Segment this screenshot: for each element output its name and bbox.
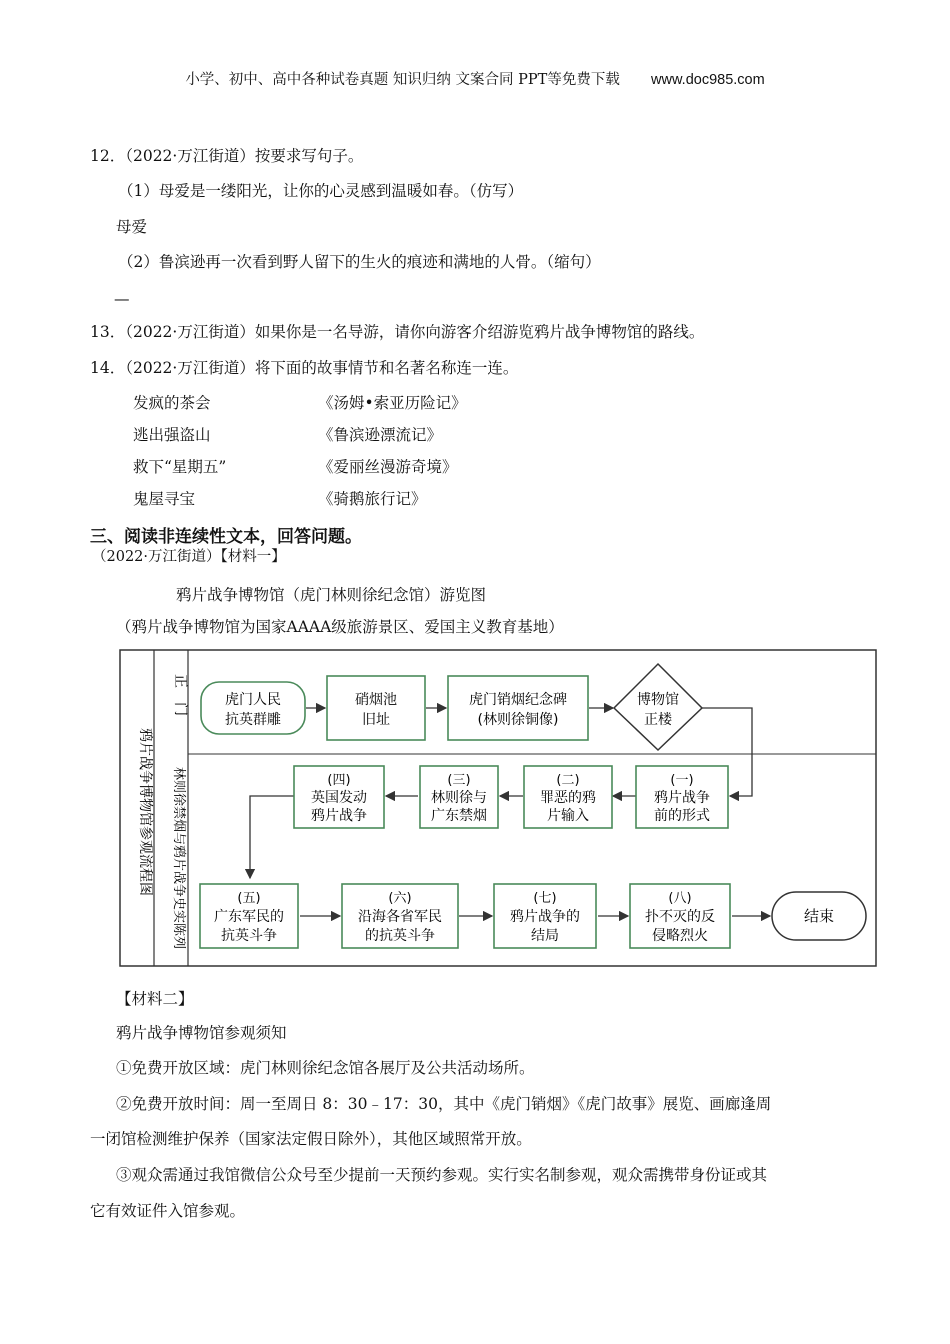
svg-text:鸦片战争的: 鸦片战争的 [510, 909, 580, 925]
material2-item3-line2: 它有效证件入馆参观。 [90, 1202, 246, 1220]
q14-book-4: 《骑鹅旅行记》 [318, 490, 427, 508]
node-exhibit-5 [200, 884, 298, 948]
svg-text:广东禁烟: 广东禁烟 [431, 808, 487, 824]
svg-text:广东军民的: 广东军民的 [214, 909, 284, 925]
header-site: www.doc985.com [651, 72, 765, 88]
svg-text:英国发动: 英国发动 [311, 790, 367, 806]
svg-text:沿海各省军民: 沿海各省军民 [358, 909, 442, 925]
node-exhibit-3 [420, 766, 498, 828]
q14-plot-1: 发疯的茶会 [133, 394, 211, 412]
q14-plot-4: 鬼屋寻宝 [133, 490, 196, 508]
svg-text:(五): (五) [237, 891, 261, 906]
material2-label: 【材料二】 [116, 990, 194, 1008]
svg-text:结束: 结束 [803, 907, 835, 925]
svg-text:前的形式: 前的形式 [654, 808, 710, 824]
svg-text:侵略烈火: 侵略烈火 [652, 928, 708, 944]
svg-text:正楼: 正楼 [644, 712, 672, 728]
svg-text:(七): (七) [533, 891, 557, 906]
q14-book-2: 《鲁滨逊漂流记》 [318, 426, 443, 444]
flowchart-row1-label: 正门 [172, 674, 188, 730]
svg-text:虎门销烟纪念碑: 虎门销烟纪念碑 [469, 692, 567, 708]
node-exhibit-8 [630, 884, 730, 948]
q12-part1: （1）母爱是一缕阳光，让你的心灵感到温暖如春。（仿写） [118, 182, 524, 200]
q12-stem: 12．（2022·万江街道）按要求写句子。 [90, 147, 364, 165]
svg-text:抗英群雕: 抗英群雕 [225, 712, 281, 728]
svg-text:抗英斗争: 抗英斗争 [221, 928, 277, 944]
node-exhibit-1 [636, 766, 728, 828]
material2-item1: ①免费开放区域：虎门林则徐纪念馆各展厅及公共活动场所。 [116, 1059, 535, 1077]
q14-plot-3: 救下“星期五” [133, 458, 227, 476]
svg-text:鸦片战争: 鸦片战争 [311, 808, 367, 824]
node-smoke-pool [327, 676, 425, 740]
svg-text:罪恶的鸦: 罪恶的鸦 [540, 790, 596, 806]
material2-item3-line1: ③观众需通过我馆微信公众号至少提前一天预约参观。实行实名制参观，观众需携带身份证或其 [116, 1166, 768, 1184]
q14-book-1: 《汤姆•索亚历险记》 [318, 394, 467, 412]
material2-item2-line2: 一闭馆检测维护保养（国家法定假日除外），其他区域照常开放。 [90, 1130, 532, 1148]
svg-text:(八): (八) [668, 891, 692, 906]
svg-text:结局: 结局 [531, 928, 559, 944]
q13-stem: 13．（2022·万江街道）如果你是一名导游，请你向游客介绍游览鸦片战争博物馆的路线。 [90, 323, 705, 341]
svg-text:(一): (一) [670, 773, 694, 788]
museum-flowchart [114, 646, 882, 972]
map-subtitle: （鸦片战争博物馆为国家AAAA级旅游景区、爱国主义教育基地） [116, 618, 564, 636]
material2-item2-line1: ②免费开放时间：周一至周日 8：30﹣17：30，其中《虎门销烟》《虎门故事》展览、画廊逢周 [116, 1095, 772, 1113]
svg-text:(四): (四) [327, 773, 351, 788]
q12-part1-answer: 母爱 [116, 218, 148, 236]
svg-text:林则徐与: 林则徐与 [431, 790, 487, 806]
svg-text:硝烟池: 硝烟池 [355, 692, 397, 708]
node-main-building [614, 664, 702, 750]
q14-plot-2: 逃出强盗山 [133, 426, 211, 444]
svg-text:虎门人民: 虎门人民 [225, 692, 281, 708]
node-monument [448, 676, 588, 740]
svg-text:(三): (三) [447, 773, 471, 788]
node-exhibit-4 [294, 766, 384, 828]
node-exhibit-2 [524, 766, 612, 828]
q12-part2-answer: — [114, 290, 130, 308]
svg-text:(六): (六) [388, 891, 412, 906]
flowchart-outer-label: 鸦片战争博物馆参观流程图 [137, 728, 153, 896]
svg-text:(二): (二) [556, 773, 580, 788]
flowchart-row2-label: 林则徐禁烟与鸦片战争史实陈列 [171, 766, 186, 950]
q14-stem: 14．（2022·万江街道）将下面的故事情节和名著名称连一连。 [90, 359, 519, 377]
header-text: 小学、初中、高中各种试卷真题 知识归纳 文案合同 PPT等免费下载 [185, 72, 620, 88]
node-exhibit-6 [342, 884, 458, 948]
svg-text:旧址: 旧址 [362, 712, 390, 728]
svg-text:扑不灭的反: 扑不灭的反 [645, 909, 715, 925]
node-end [772, 892, 866, 940]
map-title: 鸦片战争博物馆（虎门林则徐纪念馆）游览图 [176, 586, 487, 604]
material2-title: 鸦片战争博物馆参观须知 [116, 1024, 287, 1042]
svg-text:鸦片战争: 鸦片战争 [654, 790, 710, 806]
svg-text:博物馆: 博物馆 [637, 692, 679, 708]
section-title: 三、阅读非连续性文本，回答问题。 [90, 527, 362, 547]
q14-book-3: 《爱丽丝漫游奇境》 [318, 458, 458, 476]
node-hum-en-sculpture [201, 682, 305, 734]
page-header [0, 68, 950, 89]
svg-text:片输入: 片输入 [547, 808, 589, 824]
material1-label: （2022·万江街道）【材料一】 [92, 549, 286, 565]
svg-text:的抗英斗争: 的抗英斗争 [365, 928, 435, 944]
node-exhibit-7 [494, 884, 596, 948]
svg-text:(林则徐铜像): (林则徐铜像) [477, 712, 559, 728]
q12-part2: （2）鲁滨逊再一次看到野人留下的生火的痕迹和满地的人骨。（缩句） [118, 253, 601, 271]
